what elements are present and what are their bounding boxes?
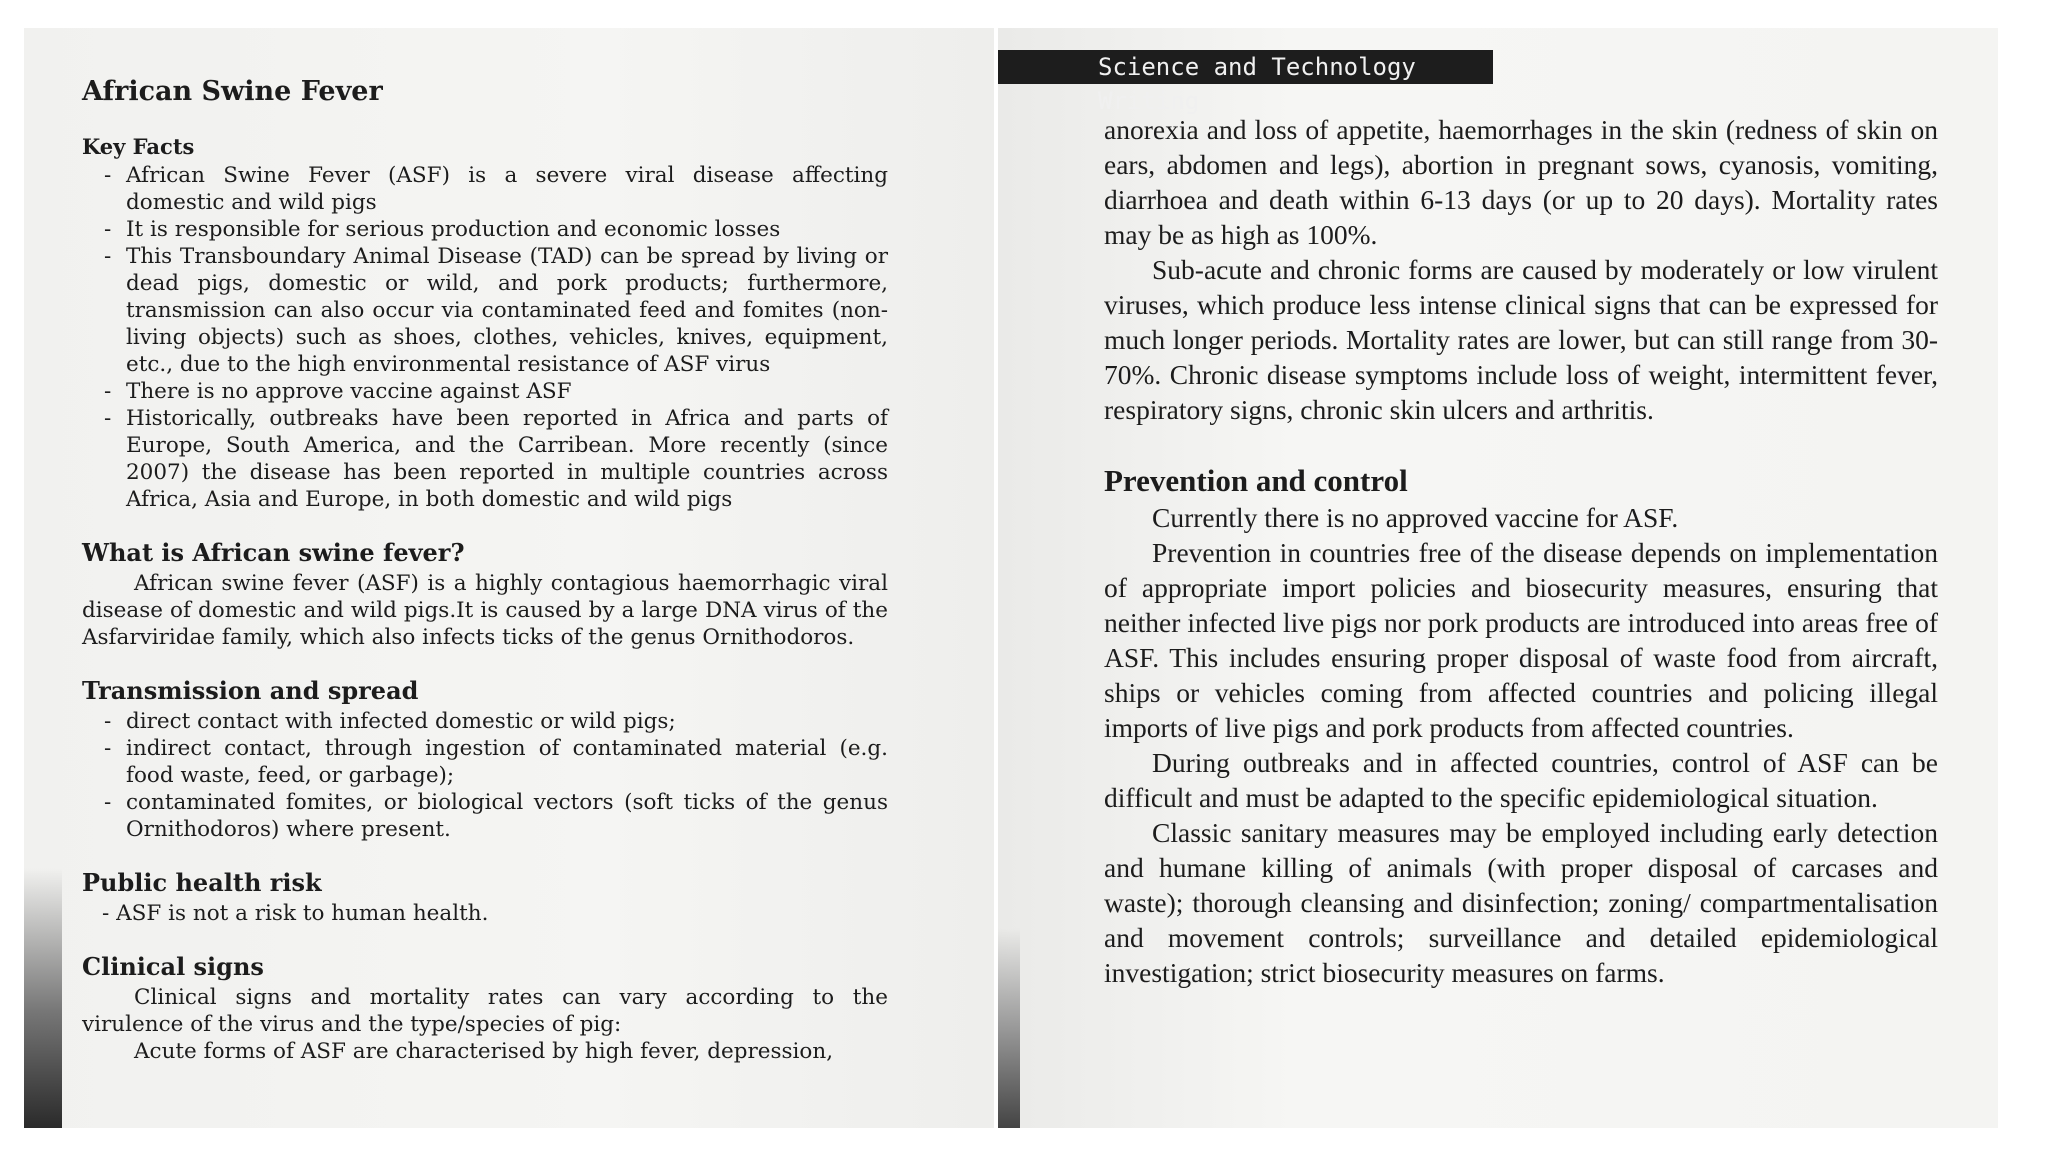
list-item: - direct contact with infected domestic or wild pigs; bbox=[82, 708, 888, 735]
right-body bbox=[1104, 112, 1938, 990]
section-header-tab: Science and Technology Writing bbox=[998, 50, 1493, 84]
public-health-section bbox=[82, 869, 888, 927]
list-item: - African Swine Fever (ASF) is a severe viral disease affecting domestic and wild pigs bbox=[82, 162, 888, 216]
transmission-section bbox=[82, 677, 888, 843]
clinical-heading: Clinical signs bbox=[82, 952, 264, 981]
paragraph: anorexia and loss of appetite, haemorrhages in the skin (redness of skin on ears, abdomen and legs), abortion in pregnant sows, cyanosis, vomiting, diarrhoea and death within 6-13 days (or up to 20 days). Mortality rates may be as high as 100%. bbox=[1104, 114, 1938, 250]
right-page bbox=[998, 28, 1998, 1128]
what-is-body: African swine fever (ASF) is a highly contagious haemorrhagic viral disease of domestic and wild pigs.It is caused by a large DNA virus of the Asfarviridae family, which also infects ticks of the genus Ornithodoros. bbox=[82, 571, 888, 650]
transmission-list bbox=[82, 708, 888, 843]
page-shadow bbox=[24, 868, 62, 1128]
prevention-heading: Prevention and control bbox=[1104, 463, 1408, 498]
what-is-heading: What is African swine fever? bbox=[82, 538, 465, 567]
list-item: - There is no approve vaccine against ASF bbox=[82, 378, 888, 405]
list-item: - contaminated fomites, or biological vectors (soft ticks of the genus Ornithodoros) where present. bbox=[82, 789, 888, 843]
paragraph: During outbreaks and in affected countries, control of ASF can be difficult and must be adapted to the specific epidemiological situation. bbox=[1104, 747, 1938, 813]
paragraph: Prevention in countries free of the disease depends on implementation of appropriate import policies and biosecurity measures, ensuring that neither infected live pigs nor pork products are introduced into areas free of ASF. This includes ensuring proper disposal of waste food from aircraft, ships or vehicles coming from affected countries and policing illegal imports of live pigs and pork products from affected countries. bbox=[1104, 537, 1938, 743]
list-item: - This Transboundary Animal Disease (TAD) can be spread by living or dead pigs, domestic or wild, and pork products; furthermore, transmission can also occur via contaminated feed and fomites (non-living objects) such as shoes, clothes, vehicles, knives, equipment, etc., due to the high environmental resistance of ASF virus bbox=[82, 243, 888, 378]
list-item: - indirect contact, through ingestion of contaminated material (e.g. food waste, feed, or garbage); bbox=[82, 735, 888, 789]
paragraph: Currently there is no approved vaccine for ASF. bbox=[1152, 502, 1679, 533]
paragraph: Sub-acute and chronic forms are caused by moderately or low virulent viruses, which produce less intense clinical signs that can be expressed for much longer periods. Mortality rates are lower, but can still range from 30-70%. Chronic disease symptoms include loss of weight, intermittent fever, respiratory signs, chronic skin ulcers and arthritis. bbox=[1104, 254, 1938, 425]
public-health-body: - ASF is not a risk to human health. bbox=[102, 901, 489, 926]
page-shadow bbox=[998, 928, 1020, 1128]
what-is-section bbox=[82, 539, 888, 651]
list-item: - Historically, outbreaks have been reported in Africa and parts of Europe, South America, and the Carribean. More recently (since 2007) the disease has been reported in multiple countries across Africa, Asia and Europe, in both domestic and wild pigs bbox=[82, 405, 888, 513]
key-facts-list bbox=[82, 162, 888, 513]
key-facts-heading: Key Facts bbox=[82, 134, 195, 159]
clinical-paragraph-2: Acute forms of ASF are characterised by high fever, depression, bbox=[134, 1039, 834, 1064]
clinical-paragraph-1: Clinical signs and mortality rates can vary according to the virulence of the virus and the type/species of pig: bbox=[82, 985, 888, 1037]
list-item: - It is responsible for serious production and economic losses bbox=[82, 216, 888, 243]
paragraph: Classic sanitary measures may be employed including early detection and humane killing of animals (with proper disposal of carcases and waste); thorough cleansing and disinfection; zoning/ compartmentalisation and movement controls; surveillance and detailed epidemiological investigation; strict biosecurity measures on farms. bbox=[1104, 817, 1938, 988]
transmission-heading: Transmission and spread bbox=[82, 676, 419, 705]
document-title: African Swine Fever bbox=[82, 76, 383, 107]
public-health-heading: Public health risk bbox=[82, 868, 322, 897]
left-page bbox=[24, 28, 994, 1128]
clinical-section bbox=[82, 953, 888, 1065]
key-facts-section bbox=[82, 133, 888, 513]
